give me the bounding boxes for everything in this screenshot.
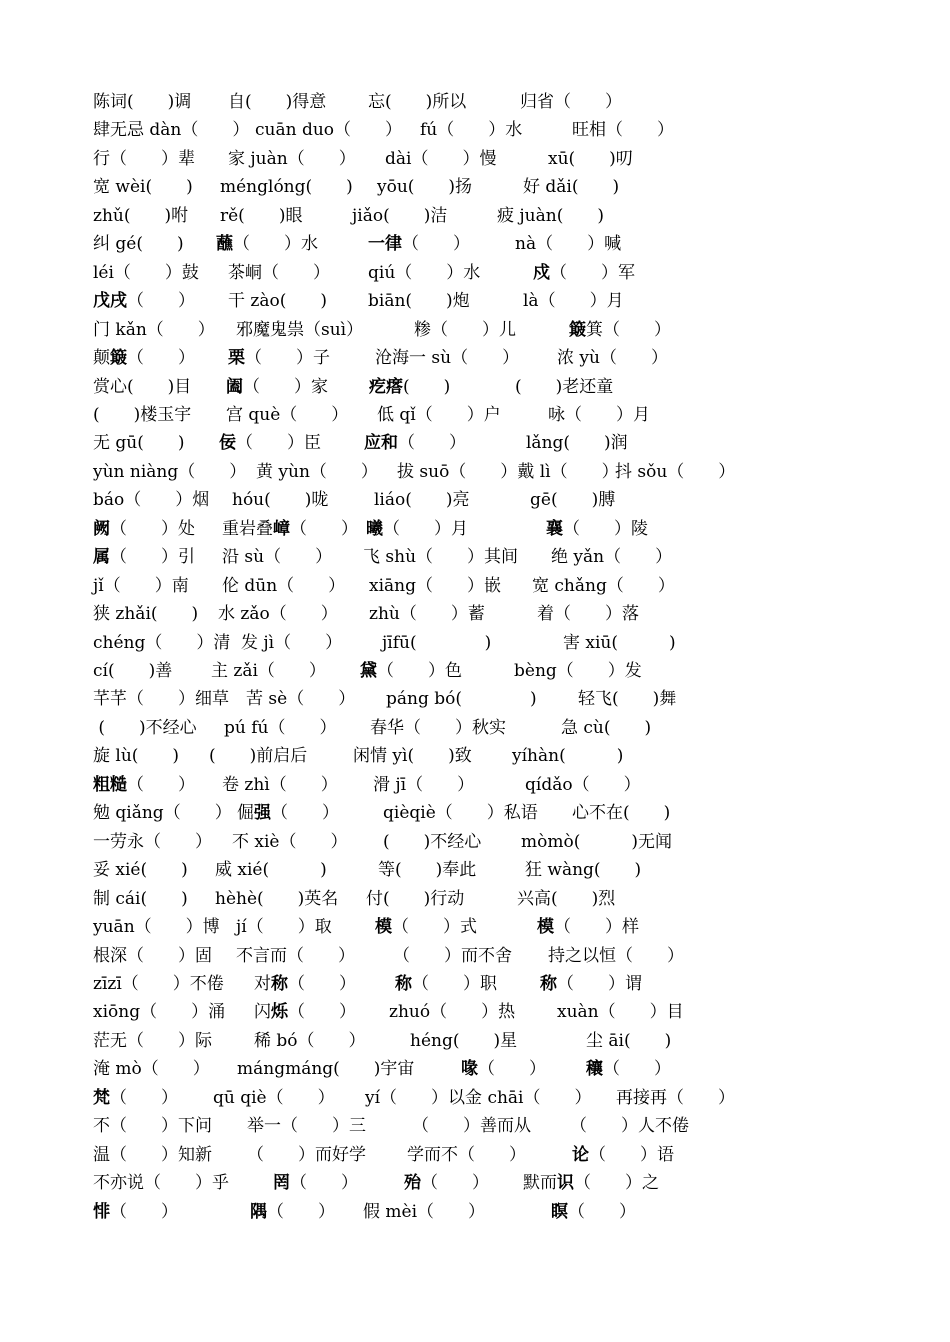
exercise-item: 宫 què（ ） xyxy=(226,404,349,425)
exercise-item: páng bó( ) xyxy=(386,689,537,710)
exercise-row xyxy=(0,173,950,201)
exercise-item: 称（ ）谓 xyxy=(540,973,642,994)
exercise-item: jí（ ）取 xyxy=(236,917,332,938)
exercise-item: 茫无（ ）际 xyxy=(93,1030,212,1051)
exercise-row xyxy=(0,1027,950,1055)
exercise-item: 瞑（ ） xyxy=(551,1201,636,1222)
exercise-item: 模（ ）式 xyxy=(375,917,477,938)
exercise-item: ( )前启后 xyxy=(209,746,308,767)
exercise-row xyxy=(0,1169,950,1197)
exercise-item: 应和（ ） xyxy=(364,433,466,454)
exercise-item: biān( )炮 xyxy=(368,291,470,312)
exercise-row xyxy=(0,88,950,116)
exercise-item: （ ）而好学 xyxy=(247,1144,366,1165)
exercise-item: 一律（ ） xyxy=(368,234,470,255)
exercise-item: mòmò( )无闻 xyxy=(521,831,672,852)
exercise-row xyxy=(0,1055,950,1083)
exercise-row xyxy=(0,998,950,1026)
exercise-row xyxy=(0,287,950,315)
exercise-item: yùn niàng（ ） xyxy=(93,461,247,482)
exercise-row xyxy=(0,1084,950,1112)
exercise-item: zhù（ ）蓄 xyxy=(369,604,485,625)
exercise-item: 咏（ ）月 xyxy=(548,404,650,425)
exercise-item: 低 qǐ（ ）户 xyxy=(377,404,501,425)
exercise-item: qièqiè（ ）私语 xyxy=(383,803,538,824)
exercise-item: qū qiè（ ） xyxy=(213,1087,335,1108)
exercise-row xyxy=(0,657,950,685)
exercise-row xyxy=(0,771,950,799)
exercise-item: cí( )善 xyxy=(93,661,173,681)
exercise-item: 归省（ ） xyxy=(520,92,622,112)
exercise-item: 粗糙（ ） xyxy=(93,774,195,795)
exercise-item: qiú（ ）水 xyxy=(368,262,481,283)
exercise-item: 学而不（ ） xyxy=(407,1144,526,1165)
exercise-item: 持之以恒（ ） xyxy=(548,945,684,966)
exercise-item: 茶峒（ ） xyxy=(228,262,330,283)
exercise-item: 不（ ）下问 xyxy=(93,1116,212,1137)
exercise-item: 勉 qiǎng（ ） xyxy=(93,803,232,824)
exercise-item: 根深（ ）固 xyxy=(93,945,212,966)
exercise-item: 淹 mò（ ） xyxy=(93,1059,210,1080)
exercise-item: 忘( )所以 xyxy=(368,92,467,112)
exercise-row xyxy=(0,913,950,941)
exercise-row xyxy=(0,429,950,457)
exercise-item: bèng（ ）发 xyxy=(514,661,642,681)
exercise-item: 疙瘩( ) xyxy=(369,376,451,397)
exercise-row xyxy=(0,685,950,713)
exercise-row xyxy=(0,202,950,230)
exercise-row xyxy=(0,458,950,486)
exercise-item: 喙（ ） xyxy=(461,1059,546,1080)
exercise-row xyxy=(0,799,950,827)
exercise-item: jǐ（ ）南 xyxy=(93,575,189,596)
exercise-item: 行（ ）辈 xyxy=(93,148,195,169)
exercise-item: 颠簸（ ） xyxy=(93,348,195,369)
exercise-item: báo（ ）烟 xyxy=(93,490,210,511)
exercise-row xyxy=(0,401,950,429)
exercise-row xyxy=(0,1112,950,1140)
exercise-item: 温（ ）知新 xyxy=(93,1144,212,1165)
exercise-item: 陈词( )调 xyxy=(93,92,192,112)
exercise-item: 卷 zhì（ ） xyxy=(222,774,338,795)
exercise-item: 春华（ ）秋实 xyxy=(370,717,506,738)
exercise-row xyxy=(0,828,950,856)
exercise-row xyxy=(0,856,950,884)
exercise-item: yuān（ ）博 xyxy=(93,917,220,938)
exercise-item: ( )老还童 xyxy=(515,376,614,397)
exercise-item: 狂 wàng( ) xyxy=(525,860,642,881)
exercise-item: liáo( )亮 xyxy=(374,490,470,511)
exercise-item: 自( )得意 xyxy=(228,92,327,112)
exercise-item: 赏心( )目 xyxy=(93,376,192,397)
exercise-item: 兴高( )烈 xyxy=(517,888,616,909)
exercise-item: là（ ）月 xyxy=(523,291,624,312)
exercise-item: 黛（ ）色 xyxy=(360,661,462,681)
exercise-row xyxy=(0,116,950,144)
exercise-item: 罔（ ） xyxy=(273,1173,358,1194)
exercise-item: 肆无忌 dàn（ ） xyxy=(93,120,250,141)
exercise-row xyxy=(0,486,950,514)
exercise-item: 宽 chǎng（ ） xyxy=(532,575,675,596)
exercise-item: héng( )星 xyxy=(410,1030,518,1051)
exercise-item: 栗（ ）子 xyxy=(228,348,330,369)
exercise-item: pú fú（ ） xyxy=(224,717,337,738)
exercise-row xyxy=(0,316,950,344)
exercise-item: xuàn（ ）目 xyxy=(557,1002,684,1023)
exercise-row xyxy=(0,629,950,657)
exercise-item: 好 dǎi( ) xyxy=(523,177,620,198)
exercise-item: 再接再（ ） xyxy=(616,1087,735,1108)
exercise-item: hóu( )咙 xyxy=(232,490,329,511)
exercise-item: 抖 sǒu（ ） xyxy=(615,461,736,482)
exercise-item: ( )不经心 xyxy=(93,717,197,738)
exercise-item: 尘 āi( ) xyxy=(586,1030,672,1051)
exercise-item: 苦 sè（ ） xyxy=(246,689,356,710)
exercise-item: 绝 yǎn（ ） xyxy=(551,547,673,568)
exercise-item: 阖（ ）家 xyxy=(226,376,328,397)
exercise-item: 轻飞( )舞 xyxy=(578,689,677,710)
exercise-item: （ ）而不舍 xyxy=(393,945,512,966)
exercise-item: 沧海一 sù（ ） xyxy=(375,348,520,369)
exercise-item: 家 juàn（ ） xyxy=(228,148,356,169)
exercise-item: 着（ ）落 xyxy=(537,604,639,625)
exercise-row xyxy=(0,515,950,543)
exercise-item: lǎng( )润 xyxy=(526,433,628,454)
exercise-item: 急 cù( ) xyxy=(561,717,652,738)
exercise-item: 闲情 yì( )致 xyxy=(353,746,472,767)
exercise-item: 穰（ ） xyxy=(586,1059,671,1080)
exercise-item: 付( )行动 xyxy=(366,888,465,909)
exercise-item: 害 xiū( ) xyxy=(563,632,676,653)
exercise-item: 论（ ）语 xyxy=(572,1144,674,1165)
exercise-item: 属（ ）引 xyxy=(93,547,195,568)
exercise-item: mángmáng( )宇宙 xyxy=(237,1059,415,1080)
exercise-item: 心不在( ) xyxy=(572,803,671,824)
exercise-item: 默而识（ ）之 xyxy=(523,1173,659,1194)
exercise-row xyxy=(0,543,950,571)
exercise-item: 佞（ ）臣 xyxy=(219,433,321,454)
exercise-row xyxy=(0,1141,950,1169)
exercise-item: 糁（ ）儿 xyxy=(414,319,516,340)
exercise-item: 妥 xié( ) xyxy=(93,860,188,881)
exercise-item: jiǎo( )洁 xyxy=(352,205,448,226)
exercise-row xyxy=(0,230,950,258)
exercise-item: 假 mèi（ ） xyxy=(363,1201,486,1222)
exercise-item: 戍（ ）军 xyxy=(533,262,635,283)
exercise-item: 干 zào( ) xyxy=(228,291,327,312)
exercise-item: gē( )膊 xyxy=(530,490,616,511)
exercise-item: 旺相（ ） xyxy=(572,120,674,141)
exercise-item: 阙（ ）处 xyxy=(93,518,195,539)
exercise-row xyxy=(0,344,950,372)
exercise-item: 对称（ ） xyxy=(254,973,356,994)
exercise-item: xiāng（ ）嵌 xyxy=(369,575,501,596)
exercise-item: 簸箕（ ） xyxy=(569,319,671,340)
exercise-item: 模（ ）样 xyxy=(537,917,639,938)
exercise-item: 戊戌（ ） xyxy=(93,291,195,312)
exercise-item: 梵（ ） xyxy=(93,1087,178,1108)
exercise-item: 威 xié( ) xyxy=(215,860,327,881)
exercise-item: （ ）人不倦 xyxy=(570,1116,689,1137)
exercise-item: （ ）善而从 xyxy=(412,1116,531,1137)
exercise-item: 曦（ ）月 xyxy=(366,518,468,539)
exercise-item: 制 cái( ) xyxy=(93,888,188,909)
exercise-item: 蘸（ ）水 xyxy=(216,234,318,255)
exercise-item: 重岩叠嶂（ ） xyxy=(222,518,358,539)
exercise-item: 举一（ ）三 xyxy=(247,1116,366,1137)
exercise-item: 倔强（ ） xyxy=(237,803,339,824)
exercise-item: 殆（ ） xyxy=(404,1173,489,1194)
exercise-row xyxy=(0,885,950,913)
exercise-item: léi（ ）鼓 xyxy=(93,262,199,283)
exercise-item: ( )不经心 xyxy=(383,831,482,852)
exercise-item: 不言而（ ） xyxy=(236,945,355,966)
exercise-row xyxy=(0,742,950,770)
exercise-item: 襄（ ）陵 xyxy=(546,518,648,539)
exercise-item: 拔 suō（ ）戴 lì（ ） xyxy=(397,461,619,482)
exercise-item: hèhè( )英名 xyxy=(215,888,339,909)
exercise-item: 称（ ）职 xyxy=(395,973,497,994)
exercise-row xyxy=(0,145,950,173)
exercise-item: 等( )奉此 xyxy=(378,860,477,881)
exercise-item: 不 xiè（ ） xyxy=(232,831,348,852)
exercise-row xyxy=(0,970,950,998)
exercise-item: chéng（ ）清 xyxy=(93,632,231,653)
exercise-item: 狭 zhǎi( ) xyxy=(93,604,199,625)
exercise-item: cuān duo（ ） xyxy=(255,120,403,141)
exercise-item: ( )楼玉宇 xyxy=(93,404,192,425)
exercise-row xyxy=(0,373,950,401)
exercise-item: ménglóng( ) xyxy=(220,177,353,198)
exercise-item: 隅（ ） xyxy=(250,1201,335,1222)
exercise-item: yíhàn( ) xyxy=(512,746,624,767)
exercise-item: 飞 shù（ ）其间 xyxy=(363,547,519,568)
exercise-item: 浓 yù（ ） xyxy=(557,348,668,369)
exercise-item: yí（ ）以金 chāi（ ） xyxy=(365,1087,592,1108)
exercise-item: 沿 sù（ ） xyxy=(222,547,333,568)
exercise-item: jīfū( ) xyxy=(382,632,492,653)
exercise-row xyxy=(0,600,950,628)
exercise-item: 悱（ ） xyxy=(93,1201,178,1222)
exercise-item: yōu( )扬 xyxy=(377,177,473,198)
exercise-item: 伦 dūn（ ） xyxy=(222,575,346,596)
exercise-item: 闪烁（ ） xyxy=(254,1002,356,1023)
exercise-item: 宽 wèi( ) xyxy=(93,177,193,198)
exercise-item: xiōng（ ）涌 xyxy=(93,1002,226,1023)
exercise-item: dài（ ）慢 xyxy=(385,148,497,169)
exercise-item: zhuó（ ）热 xyxy=(389,1002,516,1023)
exercise-item: 一劳永（ ） xyxy=(93,831,212,852)
exercise-item: 纠 gé( ) xyxy=(93,234,184,255)
exercise-item: 主 zǎi（ ） xyxy=(211,661,326,681)
exercise-item: 发 jì（ ） xyxy=(241,632,343,653)
exercise-item: fú（ ）水 xyxy=(420,120,523,141)
exercise-row xyxy=(0,572,950,600)
exercise-item: zīzī（ ）不倦 xyxy=(93,973,224,994)
exercise-item: zhǔ( )咐 xyxy=(93,205,189,226)
exercise-item: 无 gū( ) xyxy=(93,433,185,454)
exercise-row xyxy=(0,942,950,970)
exercise-item: 疲 juàn( ) xyxy=(497,205,604,226)
exercise-item: 水 zǎo（ ） xyxy=(218,604,338,625)
exercise-row xyxy=(0,259,950,287)
exercise-row xyxy=(0,714,950,742)
exercise-item: 滑 jī（ ） xyxy=(373,774,475,795)
exercise-item: 稀 bó（ ） xyxy=(254,1030,366,1051)
exercise-item: 门 kǎn（ ） xyxy=(93,319,215,340)
exercise-item: nà（ ）喊 xyxy=(515,234,622,255)
exercise-item: 芊芊（ ）细草 xyxy=(93,689,229,710)
exercise-row xyxy=(0,1198,950,1226)
exercise-item: 旋 lù( ) xyxy=(93,746,180,767)
exercise-item: 不亦说（ ）乎 xyxy=(93,1173,229,1194)
exercise-item: 黄 yùn（ ） xyxy=(256,461,378,482)
exercise-item: rě( )眼 xyxy=(220,205,303,226)
exercise-item: 邪魔鬼祟（suì） xyxy=(236,319,364,340)
exercise-item: qídǎo（ ） xyxy=(525,774,641,795)
exercise-item: xū( )叨 xyxy=(548,148,633,169)
